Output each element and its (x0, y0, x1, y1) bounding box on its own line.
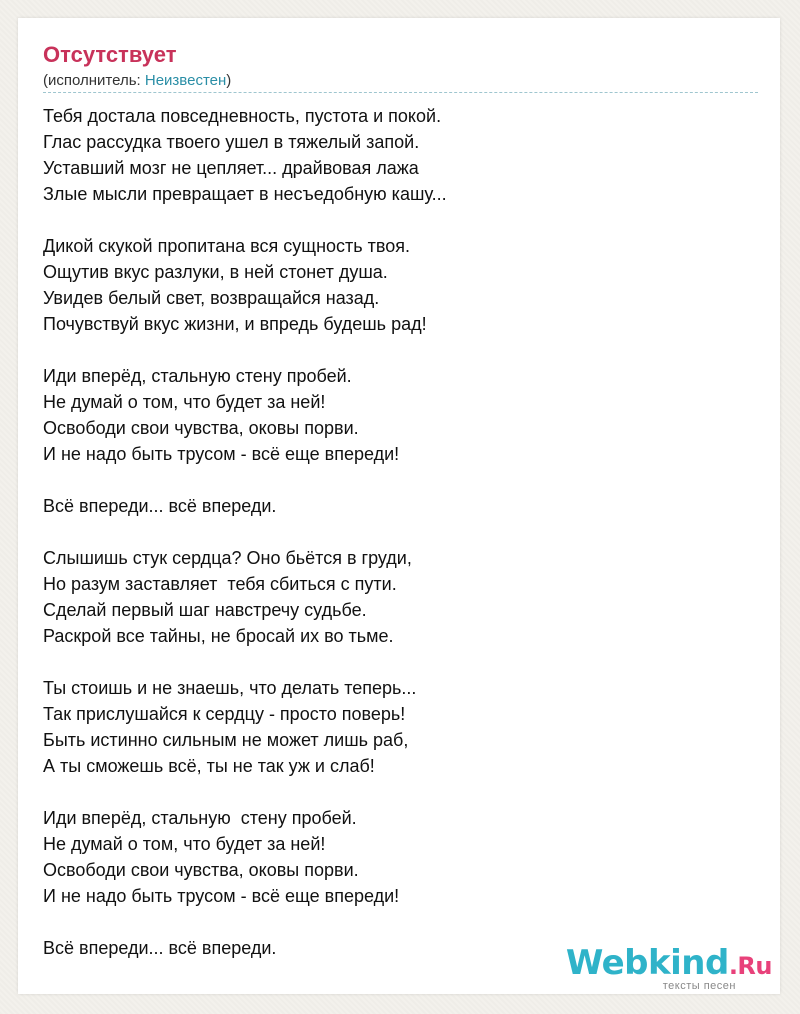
lyrics-line: Иди вперёд, стальную стену пробей. (43, 808, 357, 828)
lyrics-line: И не надо быть трусом - всё еще впереди! (43, 444, 400, 464)
lyrics-stanza (43, 233, 758, 337)
lyrics-line: Слышишь стук сердца? Оно бьётся в груди, (43, 548, 412, 568)
logo-tld-text: .Ru (728, 952, 772, 980)
lyrics-stanza (43, 545, 758, 649)
lyrics-line: Сделай первый шаг навстречу судьбе. (43, 600, 367, 620)
lyrics-line: Уставший мозг не цепляет... драйвовая лажа (43, 158, 419, 178)
lyrics-line: Освободи свои чувства, оковы порви. (43, 418, 359, 438)
logo-wordmark (566, 945, 772, 984)
lyrics-line: Раскрой все тайны, не бросай их во тьме. (43, 626, 394, 646)
logo-main-text: Webkind (565, 943, 729, 983)
site-logo[interactable] (566, 945, 772, 992)
lyrics-line: Дикой скукой пропитана вся сущность твоя. (43, 236, 411, 256)
lyrics-line: Ты стоишь и не знаешь, что делать теперь... (43, 678, 417, 698)
song-header (43, 40, 758, 92)
lyrics-line: Увидев белый свет, возвращайся назад. (43, 288, 380, 308)
song-title: Отсутствует (43, 42, 177, 67)
lyrics-line: А ты сможешь всё, ты не так уж и слаб! (43, 756, 375, 776)
artist-prefix: (исполнитель: (43, 72, 145, 89)
lyrics-line: Не думай о том, что будет за ней! (43, 834, 326, 854)
lyrics-line: Быть истинно сильным не может лишь раб, (43, 730, 409, 750)
lyrics-line: Тебя достала повседневность, пустота и покой. (43, 106, 442, 126)
artist-link[interactable]: Неизвестен (144, 72, 227, 89)
lyrics-stanza (43, 493, 758, 519)
artist-line (43, 70, 758, 92)
lyrics-line: Почувствуй вкус жизни, и впредь будешь рад! (43, 314, 427, 334)
lyrics-line: Злые мысли превращает в несъедобную кашу... (43, 184, 447, 204)
artist-suffix: ) (226, 72, 232, 89)
lyrics-line: Освободи свои чувства, оковы порви. (43, 860, 359, 880)
lyrics-text (43, 103, 758, 987)
header-divider (43, 92, 758, 93)
lyrics-line: Глас рассудка твоего ушел в тяжелый запой. (43, 132, 420, 152)
lyrics-line: Всё впереди... всё впереди. (43, 938, 277, 958)
lyrics-line: Всё впереди... всё впереди. (43, 496, 277, 516)
lyrics-line: Так прислушайся к сердцу - просто поверь! (43, 704, 406, 724)
lyrics-line: И не надо быть трусом - всё еще впереди! (43, 886, 400, 906)
logo-tagline: тексты песен (662, 980, 736, 992)
lyrics-stanza (43, 675, 758, 779)
lyrics-stanza (43, 363, 758, 467)
lyrics-stanza (43, 805, 758, 909)
lyrics-line: Ощутив вкус разлуки, в ней стонет душа. (43, 262, 388, 282)
lyrics-line: Иди вперёд, стальную стену пробей. (43, 366, 352, 386)
lyrics-line: Не думай о том, что будет за ней! (43, 392, 326, 412)
lyrics-line: Но разум заставляет тебя сбиться с пути. (43, 574, 397, 594)
lyrics-stanza (43, 103, 758, 207)
